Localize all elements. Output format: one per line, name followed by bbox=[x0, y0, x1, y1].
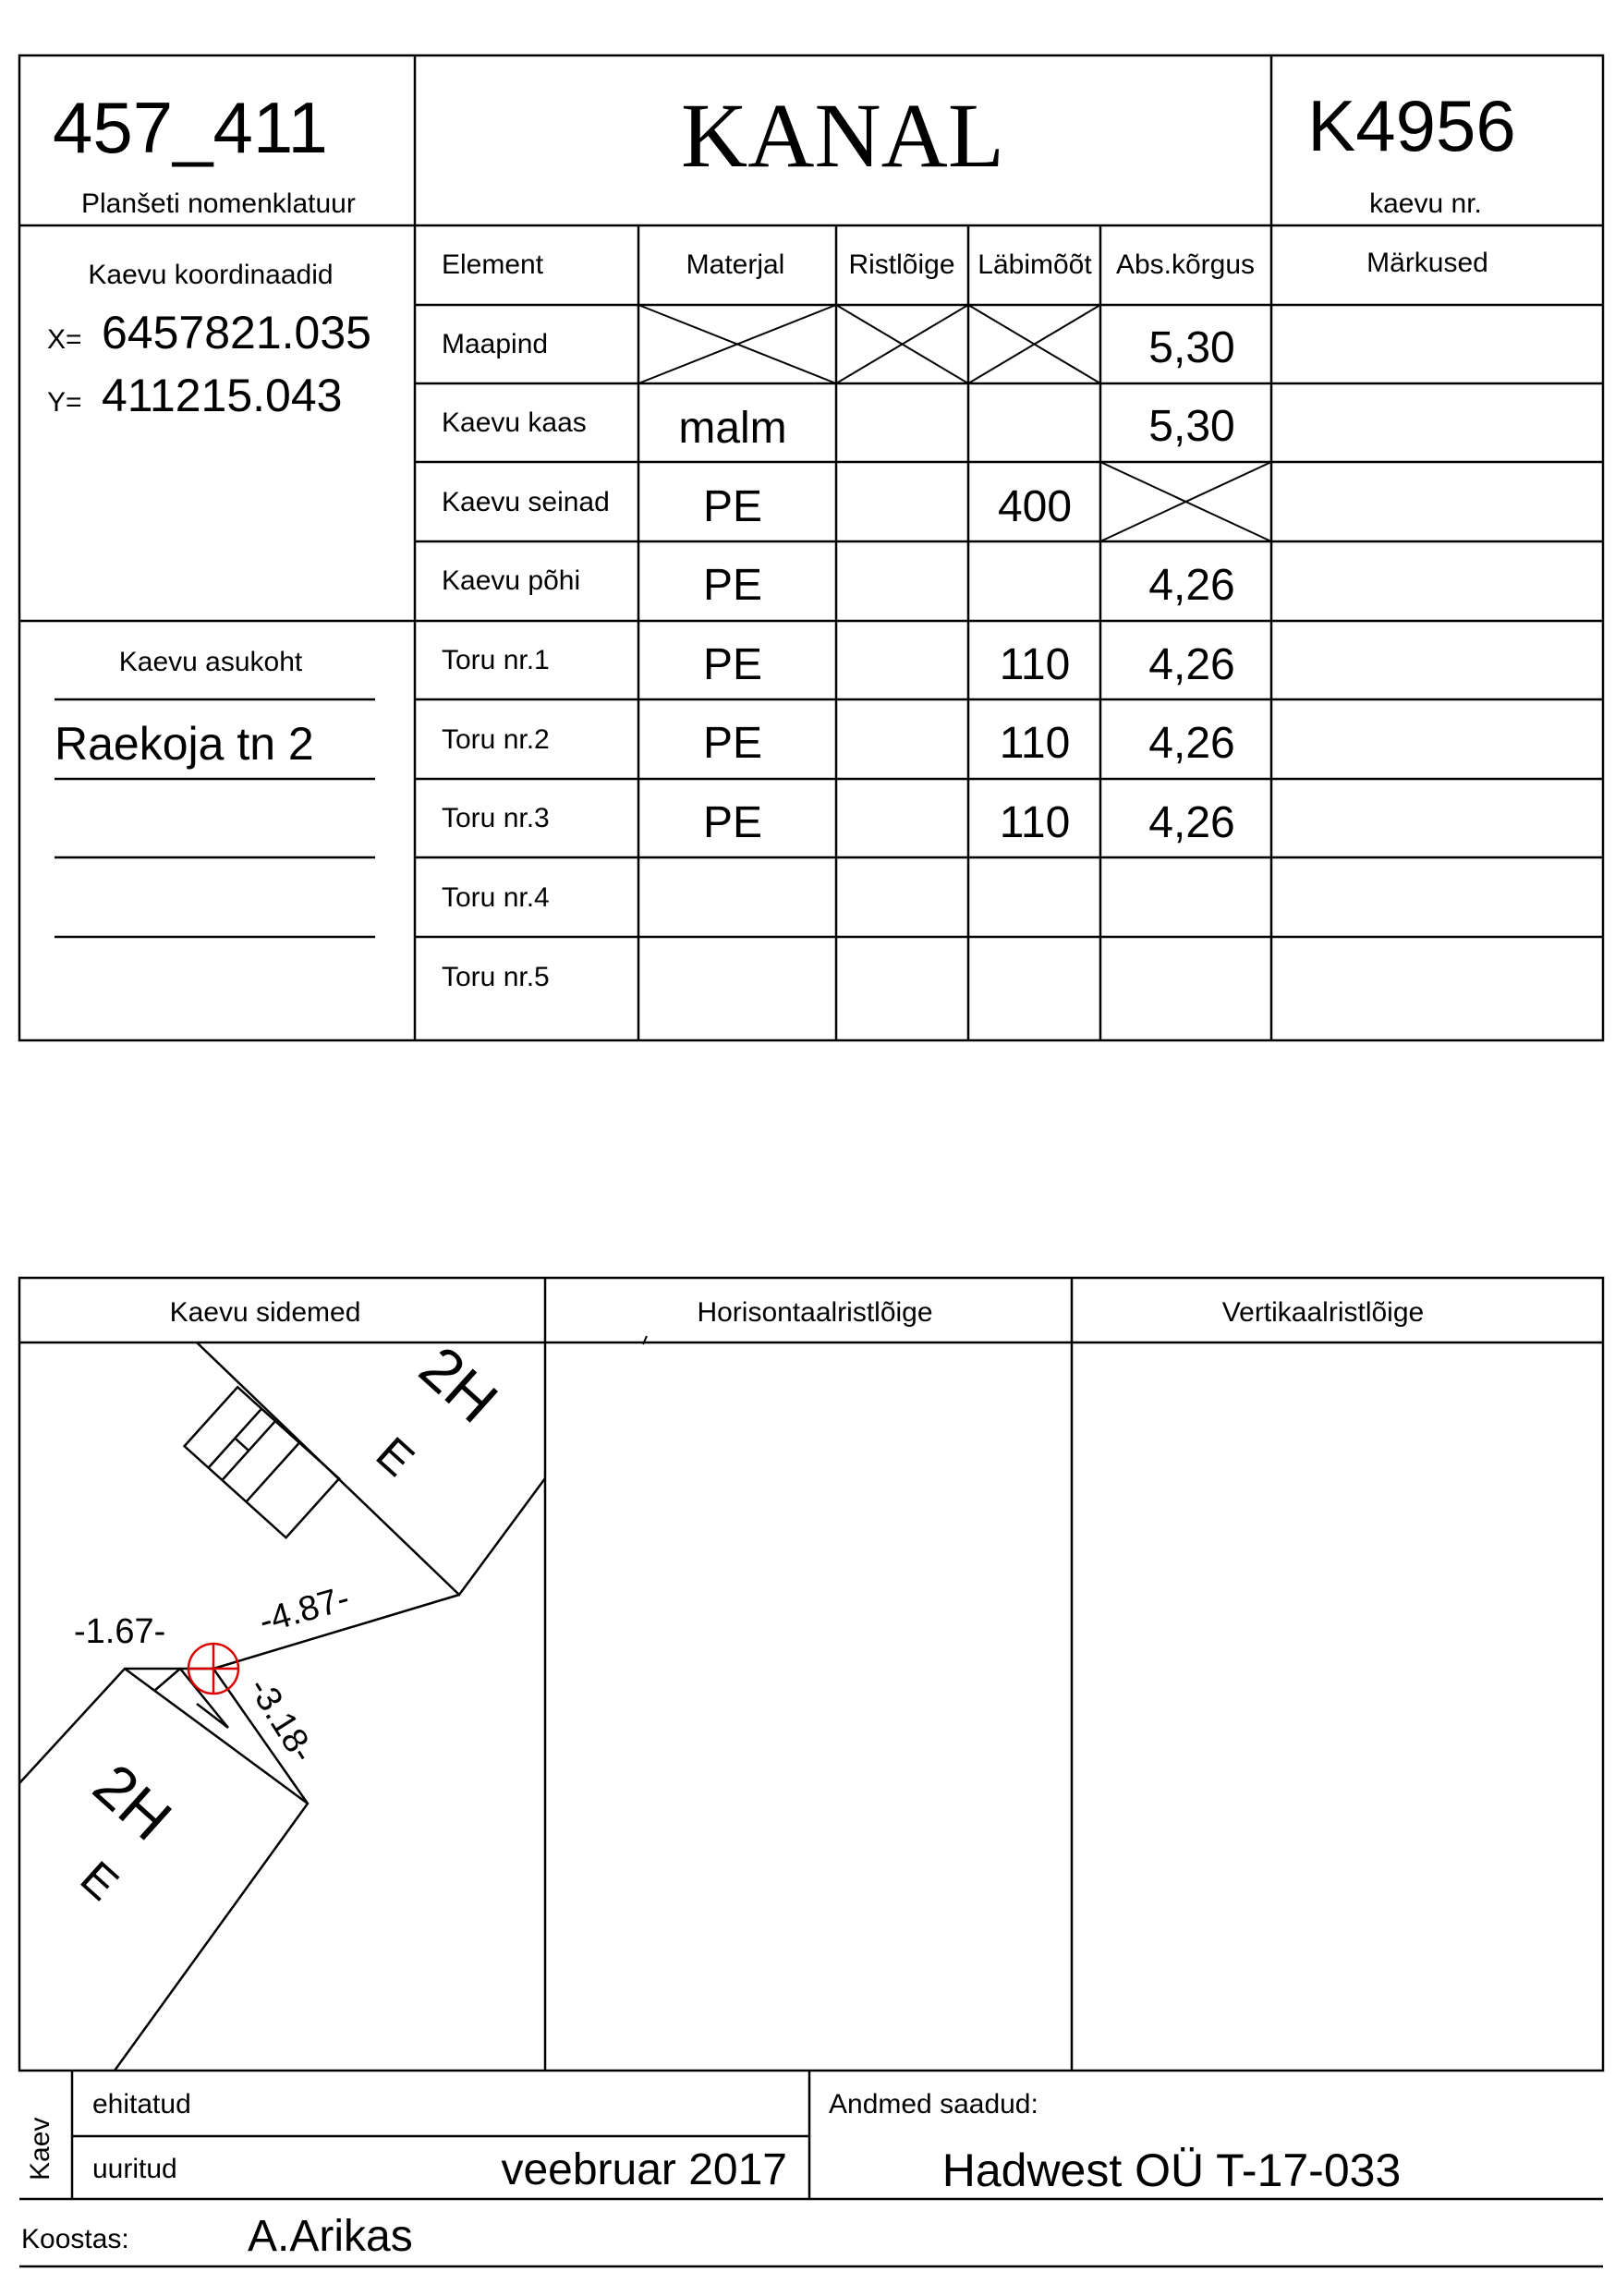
material-value: PE bbox=[702, 719, 763, 768]
table-row bbox=[442, 402, 1235, 453]
table-row bbox=[442, 719, 1235, 768]
table-row bbox=[442, 323, 1235, 372]
elevation-value: 5,30 bbox=[1148, 323, 1235, 372]
horizontal-section-label: Horisontaalristlõige bbox=[697, 1297, 933, 1328]
element-name: Toru nr.3 bbox=[442, 803, 550, 833]
elevation-value: 4,26 bbox=[1148, 798, 1235, 847]
not-applicable-cross bbox=[968, 305, 1100, 383]
compiled-by: A.Arikas bbox=[248, 2212, 413, 2261]
header-section: Ristlõige bbox=[848, 249, 955, 280]
material-value: PE bbox=[702, 798, 763, 847]
sheet-number: 457_411 bbox=[53, 87, 328, 168]
dimension-label-3-18: -3.18- bbox=[240, 1670, 322, 1769]
element-name: Toru nr.5 bbox=[442, 962, 550, 992]
building-label-e: E bbox=[70, 1851, 128, 1911]
ties-label: Kaevu sidemed bbox=[169, 1297, 361, 1328]
vertical-section-label: Vertikaalristlõige bbox=[1221, 1297, 1425, 1328]
material-value: PE bbox=[702, 561, 763, 610]
diameter-value: 110 bbox=[999, 719, 1071, 768]
diameter-value: 110 bbox=[999, 640, 1071, 689]
building-label-2h: 2H bbox=[80, 1750, 185, 1853]
table-row bbox=[442, 882, 550, 913]
table-row bbox=[442, 482, 1072, 531]
y-coordinate: 411215.043 bbox=[102, 370, 343, 421]
table-row bbox=[442, 962, 550, 992]
elevation-value: 4,26 bbox=[1148, 561, 1235, 610]
elevation-value: 4,26 bbox=[1148, 640, 1235, 689]
coordinates-heading: Kaevu koordinaadid bbox=[88, 260, 334, 290]
building-label-2h: 2H bbox=[407, 1332, 511, 1436]
location-heading: Kaevu asukoht bbox=[118, 647, 303, 677]
table-row bbox=[442, 561, 1235, 610]
element-name: Toru nr.1 bbox=[442, 645, 550, 675]
well-number-label: kaevu nr. bbox=[1369, 188, 1482, 219]
element-name: Kaevu kaas bbox=[442, 407, 587, 438]
building-label-lower bbox=[71, 1750, 185, 1910]
building-plan-symbol bbox=[185, 1387, 340, 1537]
drawing-frame bbox=[19, 1278, 1603, 2071]
table-header bbox=[442, 248, 1488, 280]
diameter-value: 110 bbox=[999, 798, 1071, 847]
dimension-label-4-87: -4.87- bbox=[254, 1578, 354, 1642]
element-name: Kaevu seinad bbox=[442, 487, 610, 517]
surveyed-label: uuritud bbox=[92, 2154, 177, 2184]
compiled-label: Koostas: bbox=[21, 2224, 129, 2254]
x-coordinate: 6457821.035 bbox=[102, 307, 371, 358]
built-label: ehitatud bbox=[92, 2089, 191, 2120]
well-symbol-icon bbox=[188, 1644, 238, 1694]
header-notes: Märkused bbox=[1366, 248, 1488, 278]
material-value: PE bbox=[702, 482, 763, 531]
material-value: malm bbox=[678, 404, 787, 453]
building-label-e: E bbox=[366, 1427, 424, 1487]
diameter-value: 400 bbox=[997, 482, 1073, 531]
elevation-value: 4,26 bbox=[1148, 719, 1235, 768]
not-applicable-cross bbox=[638, 305, 836, 383]
header-diameter: Läbimõõt bbox=[978, 249, 1092, 280]
dimension-label-1-67: -1.67- bbox=[74, 1612, 166, 1651]
data-source-label: Andmed saadud: bbox=[829, 2089, 1038, 2120]
kaev-label: Kaev bbox=[25, 2117, 55, 2181]
location-address: Raekoja tn 2 bbox=[55, 718, 314, 770]
not-applicable-cross bbox=[1100, 462, 1271, 541]
page-title: KANAL bbox=[681, 84, 1004, 187]
surveyed-date: veebruar 2017 bbox=[501, 2145, 787, 2194]
element-name: Toru nr.2 bbox=[442, 724, 550, 755]
header-element: Element bbox=[442, 249, 544, 280]
material-value: PE bbox=[702, 640, 763, 689]
site-sketch bbox=[19, 1332, 545, 2071]
not-applicable-cross bbox=[836, 305, 968, 383]
header-material: Materjal bbox=[686, 249, 785, 280]
elevation-value: 5,30 bbox=[1148, 402, 1235, 451]
building-label-upper bbox=[367, 1332, 511, 1486]
sheet-label: Planšeti nomenklatuur bbox=[81, 188, 356, 219]
data-source-value: Hadwest OÜ T-17-033 bbox=[941, 2144, 1402, 2196]
y-label: Y= bbox=[47, 387, 82, 418]
element-name: Toru nr.4 bbox=[442, 882, 550, 913]
table-row bbox=[442, 798, 1235, 847]
header-elevation: Abs.kõrgus bbox=[1115, 249, 1256, 280]
element-name: Maapind bbox=[442, 329, 549, 359]
well-number: K4956 bbox=[1307, 85, 1516, 166]
x-label: X= bbox=[47, 324, 82, 355]
element-name: Kaevu põhi bbox=[442, 565, 581, 596]
table-row bbox=[442, 640, 1235, 689]
drawing-border bbox=[19, 1278, 1603, 2071]
